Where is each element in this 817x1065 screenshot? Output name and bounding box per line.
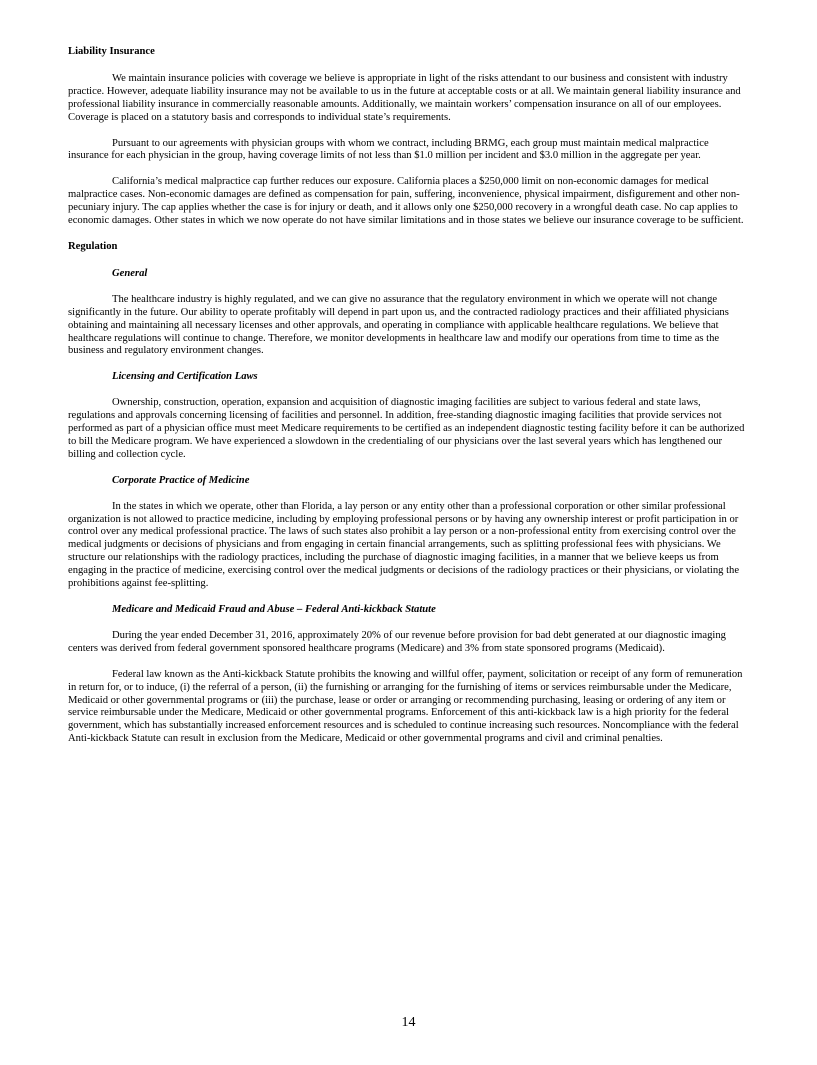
paragraph-medicare-1: During the year ended December 31, 2016, approximately 20% of our revenue before provision for bad debt generated at our diagnostic imaging centers was derived from federal government sponsored healthcare programs (Medicare) and 3% from state sponsored programs (Medicaid). (68, 629, 726, 654)
section-heading-regulation: Regulation (68, 240, 118, 252)
paragraph-corporate-1: In the states in which we operate, other than Florida, a lay person or any entity other than a professional corporation or other similar professional organization is not allowed to practice medicine, including by employing professional persons or by having any ownership interest or profit participation in or control over any medical professional practice. The laws of such states also prohibit a lay person or a non-professional entity from exercising control over the medical judgments or decisions of physicians and from engaging in certain financial arrangements, such as splitting professional fees with physicians. We structure our relationships with the radiology practices, including the purchase of diagnostic imaging facilities, in a manner that we believe keeps us from engaging in the practice of medicine, exercising control over the medical judgments or decisions of the radiology practices or their physicians, or violating the prohibitions against fee-splitting. (68, 500, 740, 590)
subheading-corporate-practice: Corporate Practice of Medicine (112, 474, 250, 486)
paragraph-liability-2: Pursuant to our agreements with physician groups with whom we contract, including BRMG, each group must maintain medical malpractice insurance for each physician in the group, having coverage limits of not less than $1.0 million per incident and $3.0 million in the aggregate per year. (68, 137, 709, 162)
subheading-licensing: Licensing and Certification Laws (112, 371, 258, 383)
paragraph-liability-3: California’s medical malpractice cap further reduces our exposure. California places a $250,000 limit on non-economic damages for medical malpractice cases. Non-economic damages are defined as compensation for pain, suffering, inconvenience, physical impairment, disfigurement and other non-pecuniary injury. The cap applies whether the case is for injury or death, and it allows only one $250,000 recovery in a wrongful death case. No cap applies to economic damages. Other states in which we now operate do not have similar limitations and in those states we believe our insurance coverage to be sufficient. (68, 176, 744, 227)
paragraph-medicare-2: Federal law known as the Anti-kickback Statute prohibits the knowing and willful offer, payment, solicitation or receipt of any form of remuneration in return for, or to induce, (i) the referral of a person, (ii) the furnishing or arranging for the furnishing of items or services reimbursable under the Medicare, Medicaid or other governmental programs or (iii) the purchase, lease or order or arranging or recommending purchasing, leasing or ordering of any item or service reimbursable under the Medicare, Medicaid or other governmental programs. Enforcement of this anti-kickback law is a high priority for the federal government, which has substantially increased enforcement resources and is scheduled to continue increasing such resources. Noncompliance with the federal Anti-kickback Statute can result in exclusion from the Medicare, Medicaid or other governmental programs and civil and criminal penalties. (68, 668, 743, 745)
subheading-general: General (112, 267, 148, 279)
paragraph-licensing-1: Ownership, construction, operation, expansion and acquisition of diagnostic imaging facilities are subject to various federal and state laws, regulations and approvals concerning licensing of facilities and personnel. In addition, free-standing diagnostic imaging facilities that provide services not performed as part of a physician office must meet Medicare requirements to be certified as an independent diagnostic testing facility before it can be authorized to bill the Medicare program. We have experienced a slowdown in the credentialing of our physicians over the last several years which has lengthened our billing and collection cycle. (68, 397, 745, 460)
paragraph-liability-1: We maintain insurance policies with coverage we believe is appropriate in light of the risks attendant to our business and consistent with industry practice. However, adequate liability insurance may not be available to us in the future at acceptable costs or at all. We maintain general liability insurance and professional liability insurance in commercially reasonable amounts. Additionally, we maintain workers’ compensation insurance on all of our employees. Coverage is placed on a statutory basis and corresponds to individual state’s requirements. (68, 72, 741, 123)
section-heading-liability-insurance: Liability Insurance (68, 46, 155, 57)
subheading-medicare-medicaid: Medicare and Medicaid Fraud and Abuse – Federal Anti-kickback Statute (112, 604, 436, 615)
document-page (68, 46, 750, 759)
paragraph-general-1: The healthcare industry is highly regulated, and we can give no assurance that the regulatory environment in which we operate will not change significantly in the future. Our ability to operate profitably will depend in part upon us, and the contracted radiology practices and their affiliated physicians obtaining and maintaining all necessary licenses and other approvals, and operating in compliance with applicable healthcare regulations. We believe that healthcare regulations will continue to change. Therefore, we monitor developments in healthcare law and modify our operations from time to time as the business and regulatory environment changes. (68, 293, 729, 357)
page-number: 14 (401, 1015, 416, 1030)
